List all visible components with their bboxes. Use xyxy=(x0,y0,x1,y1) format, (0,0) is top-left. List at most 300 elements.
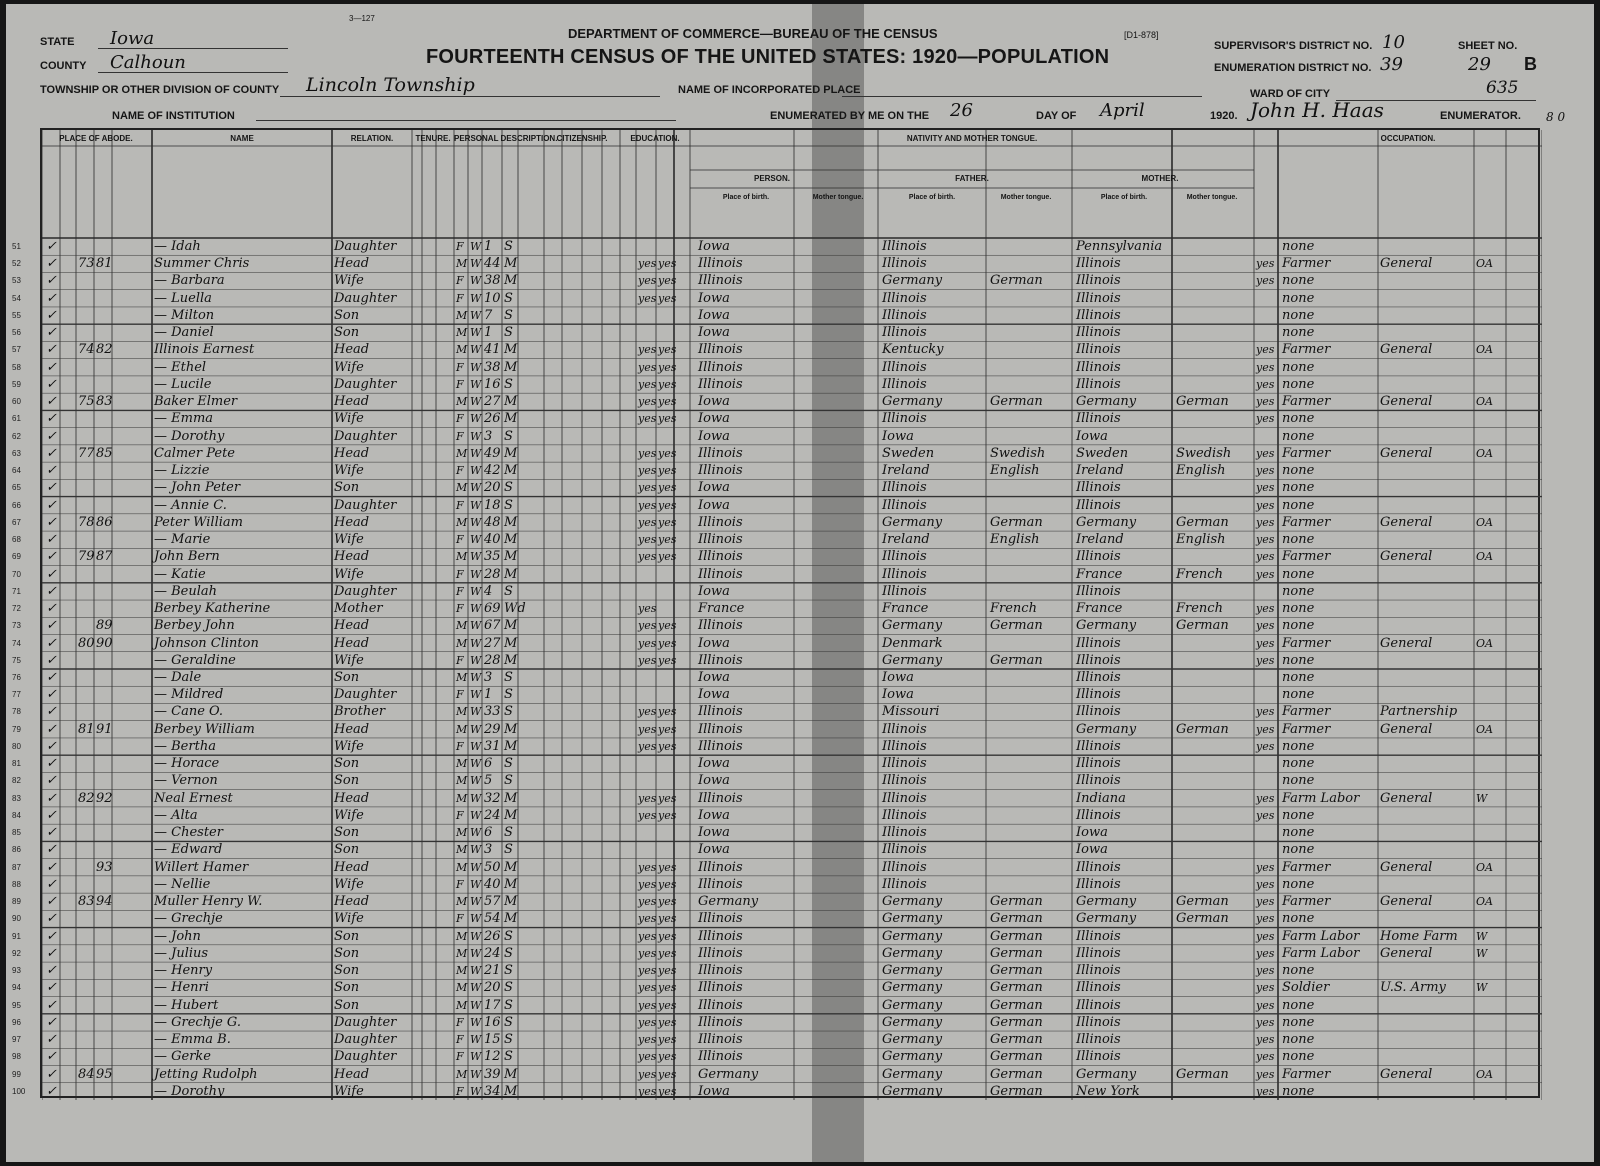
occupation: none xyxy=(1282,963,1315,979)
mother-tongue: German xyxy=(1176,394,1229,410)
sheet-value: 29 xyxy=(1468,54,1491,75)
race: W xyxy=(470,498,482,512)
line-number: 67 xyxy=(12,517,21,527)
race: W xyxy=(470,567,482,581)
can-write: yes xyxy=(658,360,677,374)
person-name: — Gerke xyxy=(154,1049,211,1065)
industry: General xyxy=(1380,859,1433,875)
sex: M xyxy=(456,481,468,495)
incorporated-underline xyxy=(842,96,1202,97)
mother-birthplace: Ireland xyxy=(1076,463,1124,479)
race: W xyxy=(470,808,482,822)
person-name: — Daniel xyxy=(154,325,214,341)
person-birth-head: Place of birth. xyxy=(722,194,770,201)
speaks-english: yes xyxy=(1256,946,1275,960)
age: 6 xyxy=(484,825,493,841)
line-number: 55 xyxy=(12,310,21,320)
sex: M xyxy=(456,636,468,650)
father-birthplace: Illinois xyxy=(882,290,927,306)
can-read: yes xyxy=(638,395,657,409)
can-write: yes xyxy=(658,498,677,512)
marital-status: M xyxy=(504,1066,518,1082)
occupation: none xyxy=(1282,997,1315,1013)
sex: M xyxy=(456,395,468,409)
checkmark-icon: ✓ xyxy=(46,601,57,617)
sex: M xyxy=(456,326,468,340)
sex: M xyxy=(456,981,468,995)
birthplace: Illinois xyxy=(698,273,743,289)
father-birthplace: Illinois xyxy=(882,790,927,806)
line-number: 64 xyxy=(12,466,21,476)
checkmark-icon: ✓ xyxy=(46,997,57,1013)
occupation: none xyxy=(1282,876,1315,892)
mother-birthplace: Illinois xyxy=(1076,687,1121,703)
marital-status: S xyxy=(504,980,513,996)
person-name: — Lucile xyxy=(154,376,212,392)
race: W xyxy=(470,1084,482,1098)
father-birthplace: Germany xyxy=(882,911,943,927)
checkmark-icon: ✓ xyxy=(46,790,57,806)
person-name: — John xyxy=(154,928,201,944)
occupation: none xyxy=(1282,239,1315,254)
father-birthplace: Illinois xyxy=(882,876,927,892)
person-name: — Dorothy xyxy=(154,428,225,444)
enumerated-label: ENUMERATED BY ME ON THE xyxy=(770,110,930,122)
mother-birthplace: Illinois xyxy=(1076,980,1121,996)
race: W xyxy=(470,533,482,547)
relation: Son xyxy=(334,307,360,323)
age: 3 xyxy=(484,670,493,685)
mother-tongue: German xyxy=(1176,618,1229,634)
checkmark-icon: ✓ xyxy=(46,532,57,548)
mother-birthplace: France xyxy=(1076,601,1123,617)
mother-tongue: German xyxy=(1176,894,1229,910)
sex: F xyxy=(456,274,464,288)
father-birthplace: Germany xyxy=(882,894,943,910)
person-name: — Idah xyxy=(154,239,201,254)
can-write: yes xyxy=(658,464,677,478)
can-read: yes xyxy=(638,998,657,1012)
mother-birthplace: Illinois xyxy=(1076,876,1121,892)
speaks-english: yes xyxy=(1256,705,1275,719)
marital-status: M xyxy=(504,635,518,651)
occupation: none xyxy=(1282,359,1315,375)
birthplace: Illinois xyxy=(698,911,743,927)
checkmark-icon: ✓ xyxy=(46,290,57,306)
speaks-english: yes xyxy=(1256,274,1275,288)
relation: Head xyxy=(334,721,370,737)
birthplace: Germany xyxy=(698,894,759,910)
relation: Daughter xyxy=(334,583,397,599)
state-label: STATE xyxy=(40,36,75,48)
relation: Head xyxy=(334,394,370,410)
person-name: — Dorothy xyxy=(154,1083,225,1099)
mother-birthplace: Illinois xyxy=(1076,635,1121,651)
relation: Head xyxy=(334,618,370,634)
race: W xyxy=(470,377,482,391)
age: 41 xyxy=(484,342,501,358)
marital-status: M xyxy=(504,394,518,410)
checkmark-icon: ✓ xyxy=(46,738,57,754)
relation: Daughter xyxy=(334,1032,397,1048)
can-read: yes xyxy=(638,619,657,633)
person-name: — Emma B. xyxy=(154,1032,231,1048)
county-underline xyxy=(98,72,288,73)
name-head: NAME xyxy=(230,134,254,143)
occupation: Farm Labor xyxy=(1282,945,1360,961)
birthplace: Illinois xyxy=(698,704,743,720)
birthplace: Illinois xyxy=(698,790,743,806)
enumerated-year: 1920. xyxy=(1210,110,1238,122)
marital-status: M xyxy=(504,549,518,565)
marital-status: M xyxy=(504,566,518,582)
occupation: none xyxy=(1282,1083,1315,1099)
dwelling-number: 81 xyxy=(78,721,95,737)
father-tongue: German xyxy=(990,1083,1043,1099)
person-name: — Mildred xyxy=(154,687,224,703)
can-write: yes xyxy=(658,619,677,633)
speaks-english: yes xyxy=(1256,1015,1275,1029)
birthplace: Illinois xyxy=(698,997,743,1013)
father-tongue: German xyxy=(990,1066,1043,1082)
person-name: — Annie C. xyxy=(154,497,227,513)
checkmark-icon: ✓ xyxy=(46,894,57,910)
mother-birthplace: Illinois xyxy=(1076,1049,1121,1065)
father-tongue: English xyxy=(990,532,1040,548)
occupation: Farmer xyxy=(1282,894,1331,910)
speaks-english: yes xyxy=(1256,498,1275,512)
race: W xyxy=(470,998,482,1012)
relation: Son xyxy=(334,670,360,685)
birthplace: Illinois xyxy=(698,532,743,548)
industry: General xyxy=(1380,514,1433,530)
checkmark-icon: ✓ xyxy=(46,652,57,668)
age: 20 xyxy=(484,480,501,496)
can-write: yes xyxy=(658,653,677,667)
marital-status: M xyxy=(504,859,518,875)
father-birthplace: Illinois xyxy=(882,807,927,823)
mother-birthplace: Illinois xyxy=(1076,1014,1121,1030)
person-name: — Milton xyxy=(154,307,215,323)
enumerated-day: 26 xyxy=(950,100,973,121)
relation: Wife xyxy=(334,411,364,427)
occupation: none xyxy=(1282,273,1315,289)
person-head: PERSON. xyxy=(753,174,790,183)
can-write: yes xyxy=(658,343,677,357)
can-read: yes xyxy=(638,1084,657,1098)
family-number: 85 xyxy=(96,445,113,461)
relation: Head xyxy=(334,894,370,910)
employer-class: OA xyxy=(1476,395,1493,409)
marital-status: S xyxy=(504,239,513,254)
checkmark-icon: ✓ xyxy=(46,359,57,375)
line-number: 91 xyxy=(12,931,21,941)
can-read: yes xyxy=(638,412,657,426)
relation: Daughter xyxy=(334,239,397,254)
race: W xyxy=(470,257,482,271)
can-read: yes xyxy=(638,808,657,822)
can-write: yes xyxy=(658,929,677,943)
line-number: 94 xyxy=(12,983,21,993)
relation: Head xyxy=(334,859,370,875)
father-tongue: German xyxy=(990,980,1043,996)
birthplace: Illinois xyxy=(698,566,743,582)
relation: Daughter xyxy=(334,428,397,444)
age: 29 xyxy=(484,721,501,737)
relation: Son xyxy=(334,928,360,944)
father-birthplace: Germany xyxy=(882,514,943,530)
person-name: — Emma xyxy=(154,411,214,427)
father-birthplace: Germany xyxy=(882,273,943,289)
birthplace: Illinois xyxy=(698,1032,743,1048)
checkmark-icon: ✓ xyxy=(46,307,57,323)
person-name: Summer Chris xyxy=(154,256,250,272)
marital-status: S xyxy=(504,997,513,1013)
person-name: John Bern xyxy=(154,549,220,565)
father-birthplace: Illinois xyxy=(882,480,927,496)
relation: Wife xyxy=(334,566,364,582)
family-number: 95 xyxy=(96,1066,113,1082)
relation: Daughter xyxy=(334,376,397,392)
mother-birthplace: Illinois xyxy=(1076,325,1121,341)
marital-status: M xyxy=(504,876,518,892)
can-write: yes xyxy=(658,964,677,978)
father-tongue: German xyxy=(990,1032,1043,1048)
age: 44 xyxy=(484,256,501,272)
can-read: yes xyxy=(638,257,657,271)
occupation: none xyxy=(1282,738,1315,754)
industry: General xyxy=(1380,635,1433,651)
race: W xyxy=(470,550,482,564)
father-tongue: German xyxy=(990,394,1043,410)
dwelling-number: 77 xyxy=(78,445,95,461)
can-write: yes xyxy=(658,636,677,650)
occupation: Farmer xyxy=(1282,394,1331,410)
line-number: 84 xyxy=(12,810,21,820)
can-write: yes xyxy=(658,550,677,564)
mother-head: MOTHER. xyxy=(1141,174,1179,183)
father-tongue: German xyxy=(990,514,1043,530)
person-name: — Bertha xyxy=(154,738,216,754)
birthplace: Illinois xyxy=(698,945,743,961)
sex: F xyxy=(456,498,464,512)
sex: F xyxy=(456,360,464,374)
marital-status: M xyxy=(504,894,518,910)
occupation: Farmer xyxy=(1282,704,1331,720)
mother-tongue-head: Mother tongue. xyxy=(1186,194,1238,201)
sex: F xyxy=(456,464,464,478)
marital-status: S xyxy=(504,842,513,858)
age: 24 xyxy=(484,807,501,823)
occupation: none xyxy=(1282,463,1315,479)
race: W xyxy=(470,1015,482,1029)
can-write: yes xyxy=(658,377,677,391)
father-birthplace: Germany xyxy=(882,1049,943,1065)
line-number: 53 xyxy=(12,276,21,286)
industry: General xyxy=(1380,394,1433,410)
age: 6 xyxy=(484,756,493,772)
father-birthplace: Germany xyxy=(882,394,943,410)
father-tongue: Swedish xyxy=(990,445,1046,461)
age: 1 xyxy=(484,325,493,341)
speaks-english: yes xyxy=(1256,981,1275,995)
employer-class: OA xyxy=(1476,515,1493,529)
dwelling-number: 74 xyxy=(78,342,95,358)
race: W xyxy=(470,826,482,840)
employer-class: OA xyxy=(1476,895,1493,909)
industry: General xyxy=(1380,945,1433,961)
department-heading: DEPARTMENT OF COMMERCE—BUREAU OF THE CENSUS xyxy=(568,26,938,41)
can-read: yes xyxy=(638,446,657,460)
checkmark-icon: ✓ xyxy=(46,980,57,996)
birthplace: Illinois xyxy=(698,963,743,979)
line-number: 79 xyxy=(12,724,21,734)
checkmark-icon: ✓ xyxy=(46,721,57,737)
marital-status: S xyxy=(504,290,513,306)
mother-tongue: German xyxy=(1176,514,1229,530)
relation: Daughter xyxy=(334,687,397,703)
father-birthplace: Illinois xyxy=(882,411,927,427)
checkmark-icon: ✓ xyxy=(46,549,57,565)
person-name: — Beulah xyxy=(154,583,218,599)
sex: F xyxy=(456,808,464,822)
checkmark-icon: ✓ xyxy=(46,773,57,789)
age: 27 xyxy=(484,635,501,651)
father-tongue: German xyxy=(990,911,1043,927)
race: W xyxy=(470,877,482,891)
family-number: 90 xyxy=(96,635,113,651)
relation: Wife xyxy=(334,876,364,892)
sex: F xyxy=(456,1084,464,1098)
mother-tongue: German xyxy=(1176,1066,1229,1082)
marital-status: Wd xyxy=(504,601,526,617)
line-number: 66 xyxy=(12,500,21,510)
family-number: 94 xyxy=(96,894,113,910)
mother-tongue: German xyxy=(1176,911,1229,927)
person-name: — Marie xyxy=(154,532,211,548)
can-write: yes xyxy=(658,912,677,926)
marital-status: M xyxy=(504,738,518,754)
occupation: none xyxy=(1282,652,1315,668)
line-number: 71 xyxy=(12,586,21,596)
father-birthplace: Illinois xyxy=(882,497,927,513)
age: 24 xyxy=(484,945,501,961)
birthplace: Iowa xyxy=(698,1083,730,1099)
incorporated-place-label: NAME OF INCORPORATED PLACE xyxy=(678,84,861,96)
marital-status: M xyxy=(504,721,518,737)
sex: F xyxy=(456,877,464,891)
relation: Son xyxy=(334,773,360,789)
race: W xyxy=(470,360,482,374)
can-read: yes xyxy=(638,653,657,667)
birthplace: Illinois xyxy=(698,928,743,944)
father-tongue: German xyxy=(990,894,1043,910)
occupation: none xyxy=(1282,497,1315,513)
sheet-suffix: B xyxy=(1524,54,1537,74)
line-number: 83 xyxy=(12,793,21,803)
enumerated-month: April xyxy=(1100,100,1145,121)
speaks-english: yes xyxy=(1256,412,1275,426)
can-write: yes xyxy=(658,998,677,1012)
speaks-english: yes xyxy=(1256,395,1275,409)
can-read: yes xyxy=(638,739,657,753)
enumerator-label: ENUMERATOR. xyxy=(1440,110,1521,122)
sex: M xyxy=(456,446,468,460)
race: W xyxy=(470,395,482,409)
checkmark-icon: ✓ xyxy=(46,1014,57,1030)
checkmark-icon: ✓ xyxy=(46,1083,57,1099)
marital-status: M xyxy=(504,342,518,358)
father-birthplace: Missouri xyxy=(882,704,940,720)
race: W xyxy=(470,774,482,788)
race: W xyxy=(470,412,482,426)
can-read: yes xyxy=(638,550,657,564)
father-tongue: German xyxy=(990,1014,1043,1030)
sex: M xyxy=(456,308,468,322)
person-name: — Hubert xyxy=(154,997,219,1013)
person-name: Berbey Katherine xyxy=(154,601,271,617)
line-number: 76 xyxy=(12,673,21,682)
line-number: 89 xyxy=(12,897,21,907)
race: W xyxy=(470,515,482,529)
sex: F xyxy=(456,739,464,753)
mother-birthplace: Germany xyxy=(1076,894,1137,910)
birthplace: Illinois xyxy=(698,1049,743,1065)
can-write: yes xyxy=(658,515,677,529)
mother-birthplace: France xyxy=(1076,566,1123,582)
township-label: TOWNSHIP OR OTHER DIVISION OF COUNTY xyxy=(40,84,280,96)
race: W xyxy=(470,240,482,253)
father-birthplace: Illinois xyxy=(882,825,927,841)
can-write: yes xyxy=(658,291,677,305)
sex: F xyxy=(456,653,464,667)
occupation: none xyxy=(1282,773,1315,789)
dwelling-number: 80 xyxy=(78,635,95,651)
sex: F xyxy=(456,1015,464,1029)
age: 50 xyxy=(484,859,501,875)
relation: Head xyxy=(334,1066,370,1082)
birthplace: Iowa xyxy=(698,842,730,858)
race: W xyxy=(470,843,482,857)
sex: M xyxy=(456,860,468,874)
birthplace: Illinois xyxy=(698,256,743,272)
speaks-english: yes xyxy=(1256,360,1275,374)
mother-birthplace: Iowa xyxy=(1076,842,1108,858)
race: W xyxy=(470,602,482,616)
father-birthplace: Germany xyxy=(882,963,943,979)
race: W xyxy=(470,860,482,874)
speaks-english: yes xyxy=(1256,860,1275,874)
father-birthplace: Illinois xyxy=(882,738,927,754)
can-write: yes xyxy=(658,981,677,995)
father-birthplace: Illinois xyxy=(882,239,927,254)
sex: M xyxy=(456,671,468,684)
relation: Son xyxy=(334,997,360,1013)
checkmark-icon: ✓ xyxy=(46,825,57,841)
can-read: yes xyxy=(638,377,657,391)
sex: M xyxy=(456,619,468,633)
marital-status: S xyxy=(504,687,513,703)
person-name: — Henri xyxy=(154,980,209,996)
can-write: yes xyxy=(658,533,677,547)
person-tongue-head: Mother tongue. xyxy=(812,194,864,201)
marital-status: S xyxy=(504,773,513,789)
checkmark-icon: ✓ xyxy=(46,1049,57,1065)
race: W xyxy=(470,688,482,702)
checkmark-icon: ✓ xyxy=(46,239,57,254)
mother-birthplace: Germany xyxy=(1076,618,1137,634)
birthplace: Iowa xyxy=(698,325,730,341)
